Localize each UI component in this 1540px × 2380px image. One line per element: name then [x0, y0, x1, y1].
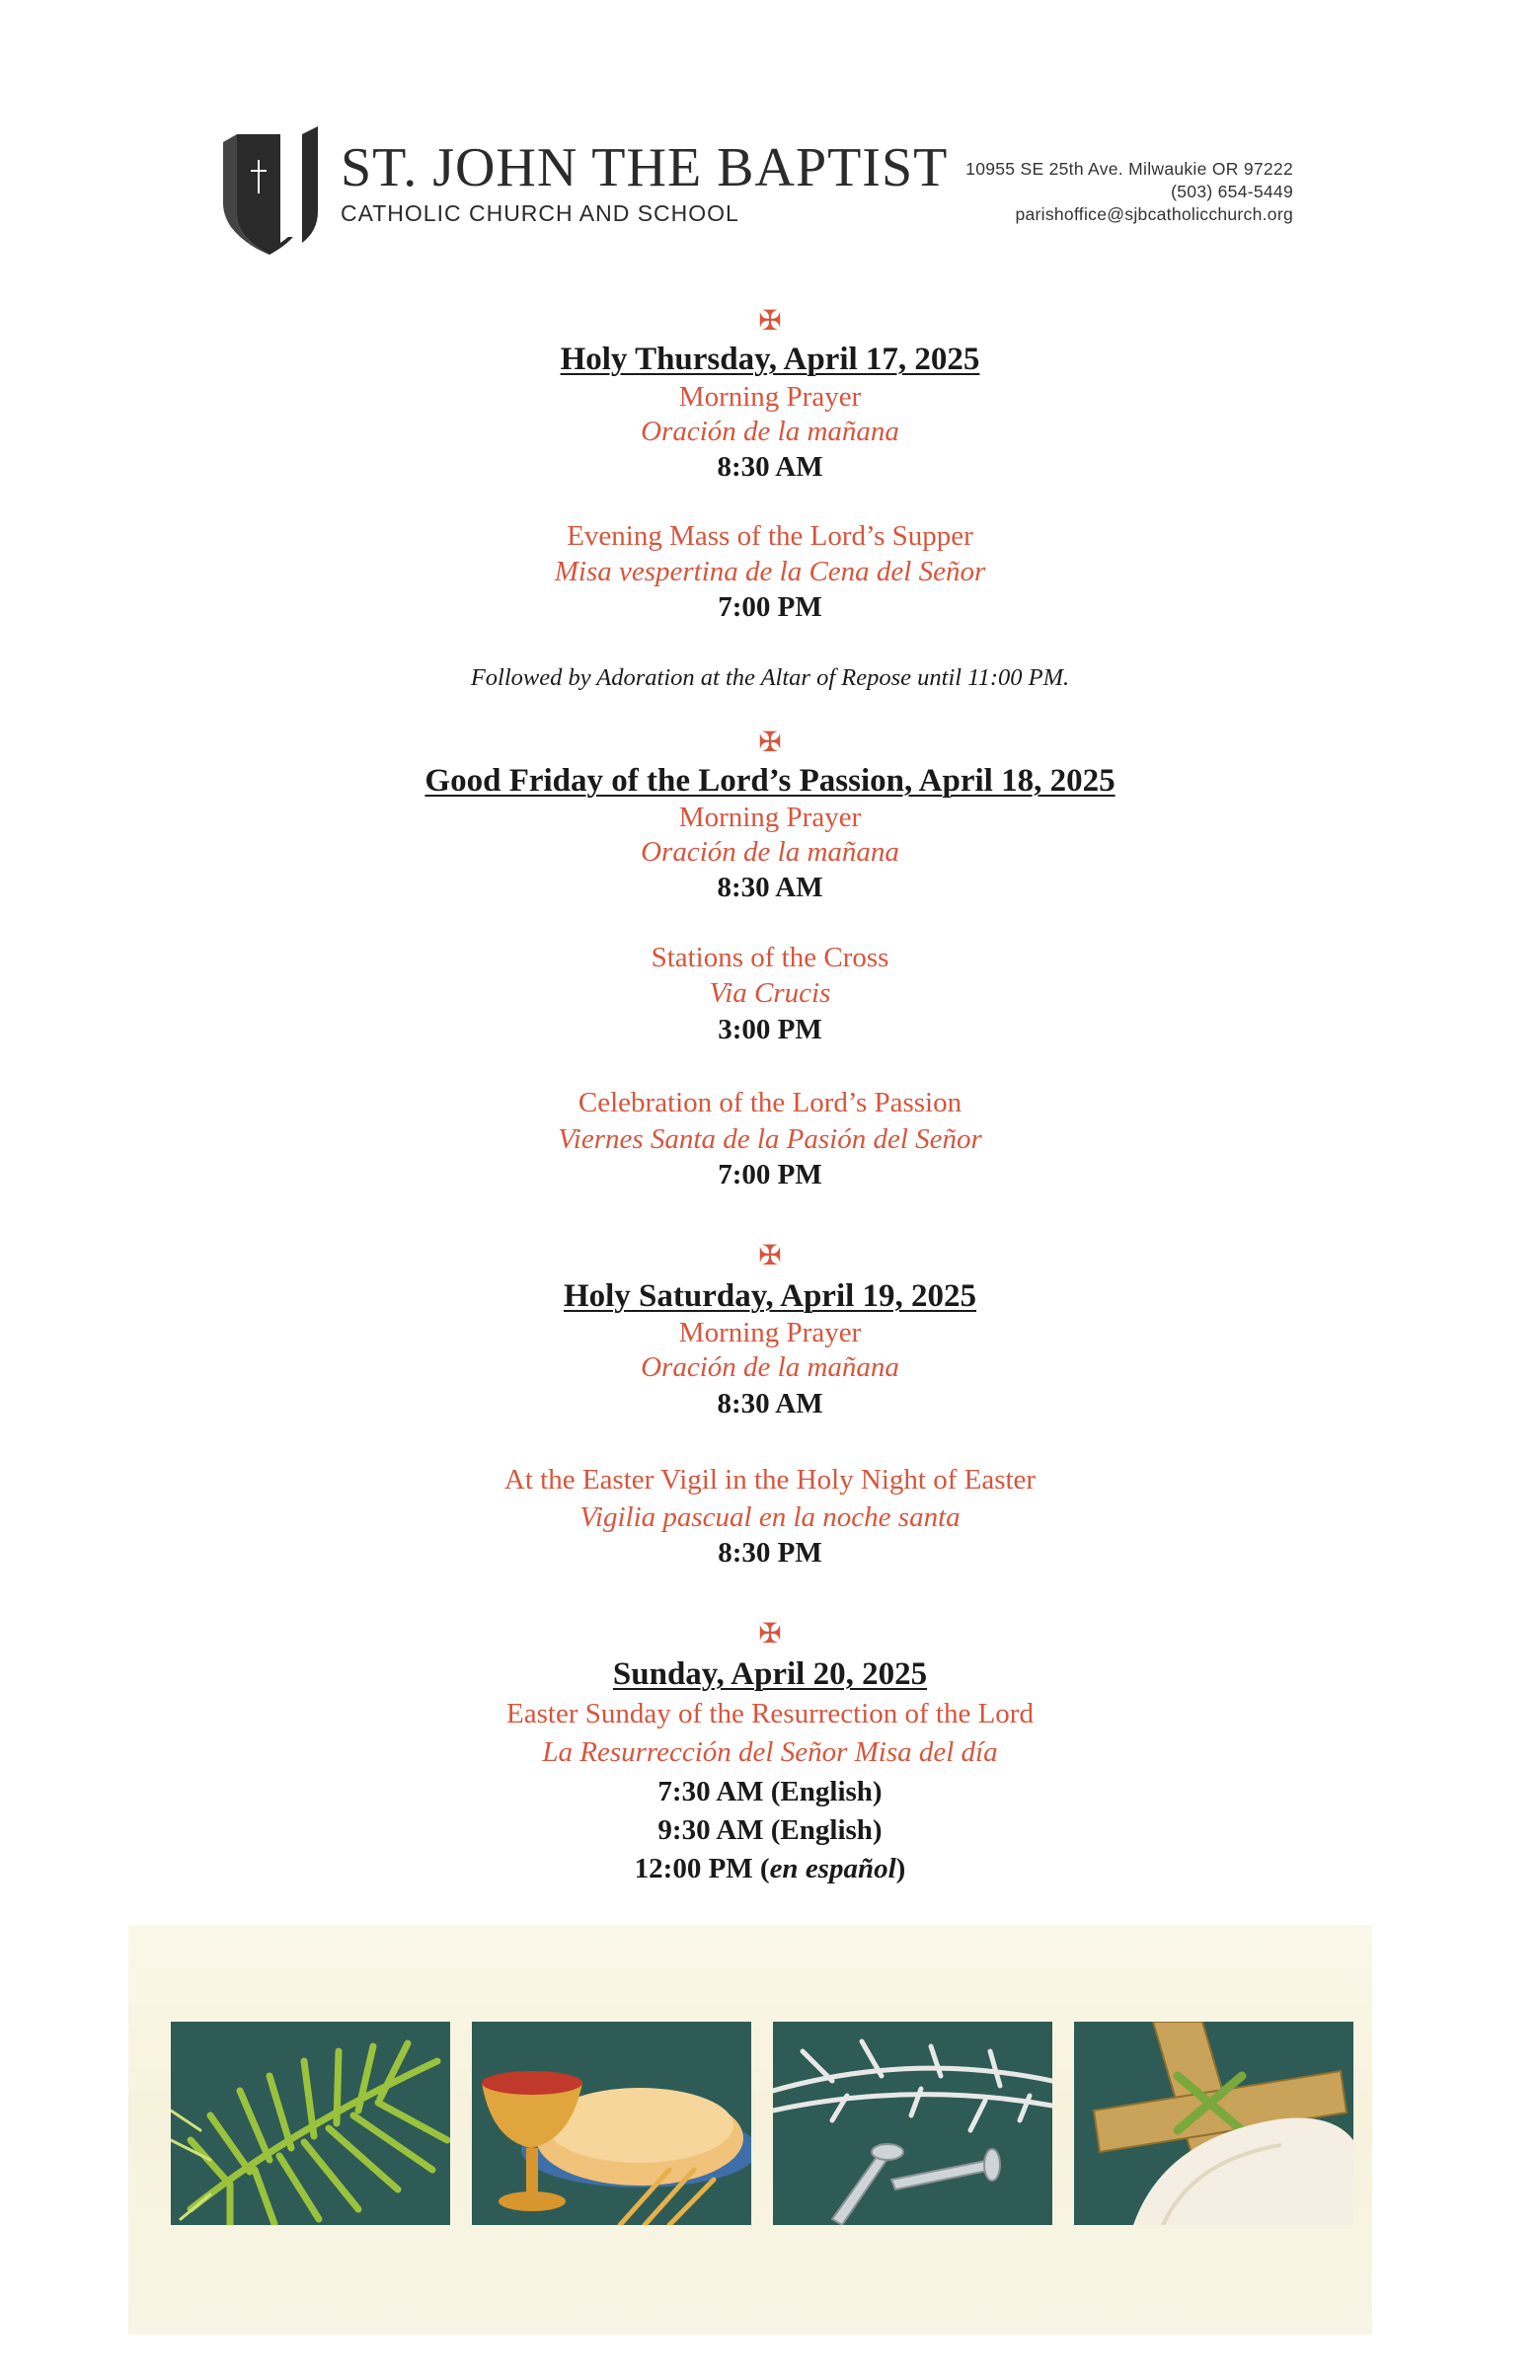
address: 10955 SE 25th Ave. Milwaukie OR 97222 [965, 159, 1293, 179]
letterhead [0, 0, 1540, 276]
cross-shroud-icon [1074, 2022, 1353, 2225]
palm-branch-icon [171, 2022, 450, 2225]
service-name-es: Via Crucis [709, 977, 831, 1009]
service-name-es: Oración de la mañana [641, 836, 899, 868]
time-language: en español [769, 1853, 896, 1884]
service-time: 9:30 AM (English) [657, 1814, 883, 1846]
cross-icon: ✠ [758, 306, 782, 337]
cross-icon: ✠ [758, 1619, 782, 1650]
day-heading: Good Friday of the Lord’s Passion, April 18, 2025 [424, 763, 1116, 799]
day-heading: Sunday, April 20, 2025 [612, 1656, 928, 1692]
cross-icon: ✠ [758, 728, 782, 758]
service-time: 7:00 PM [718, 1159, 822, 1190]
service-name-es: Viernes Santa de la Pasión del Señor [558, 1123, 982, 1155]
time-suffix: ) [895, 1853, 906, 1884]
service-name-es: Oración de la mañana [641, 1351, 899, 1383]
cross-icon: ✠ [758, 1241, 782, 1271]
crown-of-thorns-nails-icon [773, 2022, 1052, 2225]
email-link[interactable]: parishoffice@sjbcatholicchurch.org [1015, 204, 1293, 224]
church-name: ST. JOHN THE BAPTIST [341, 137, 949, 198]
service-name: Morning Prayer [678, 802, 862, 833]
service-time: 8:30 PM [718, 1537, 822, 1569]
service-name: Evening Mass of the Lord’s Supper [567, 520, 973, 552]
service-time [0, 1853, 1540, 1885]
service-name: Morning Prayer [678, 1317, 862, 1348]
day-heading: Holy Thursday, April 17, 2025 [560, 342, 980, 377]
church-subtitle: CATHOLIC CHURCH AND SCHOOL [341, 200, 739, 226]
service-time: 7:30 AM (English) [657, 1776, 883, 1807]
service-name: Stations of the Cross [651, 942, 889, 973]
service-time: 8:30 AM [717, 1388, 823, 1420]
service-name: Easter Sunday of the Resurrection of the Lord [506, 1698, 1034, 1729]
service-name-es: Misa vespertina de la Cena del Señor [554, 556, 986, 587]
service-name: Celebration of the Lord’s Passion [578, 1087, 962, 1118]
service-time: 8:30 AM [717, 451, 823, 483]
service-name: At the Easter Vigil in the Holy Night of Easter [503, 1464, 1037, 1496]
time-prefix: 12:00 PM ( [634, 1853, 770, 1884]
phone: (503) 654-5449 [1171, 182, 1293, 201]
contact-block [965, 158, 1293, 226]
service-name-es: Oración de la mañana [641, 416, 899, 447]
service-name-es: Vigilia pascual en la noche santa [579, 1501, 961, 1533]
service-name-es: La Resurrección del Señor Misa del día [542, 1736, 998, 1768]
chalice-bread-icon [472, 2022, 751, 2225]
day-heading: Holy Saturday, April 19, 2025 [563, 1278, 977, 1314]
adoration-note: Followed by Adoration at the Altar of Repose until 11:00 PM. [470, 664, 1070, 691]
service-time: 7:00 PM [718, 591, 822, 623]
service-time: 3:00 PM [718, 1014, 822, 1045]
shield-cross-icon [219, 120, 328, 259]
service-time: 8:30 AM [717, 872, 823, 903]
service-name: Morning Prayer [678, 381, 862, 413]
